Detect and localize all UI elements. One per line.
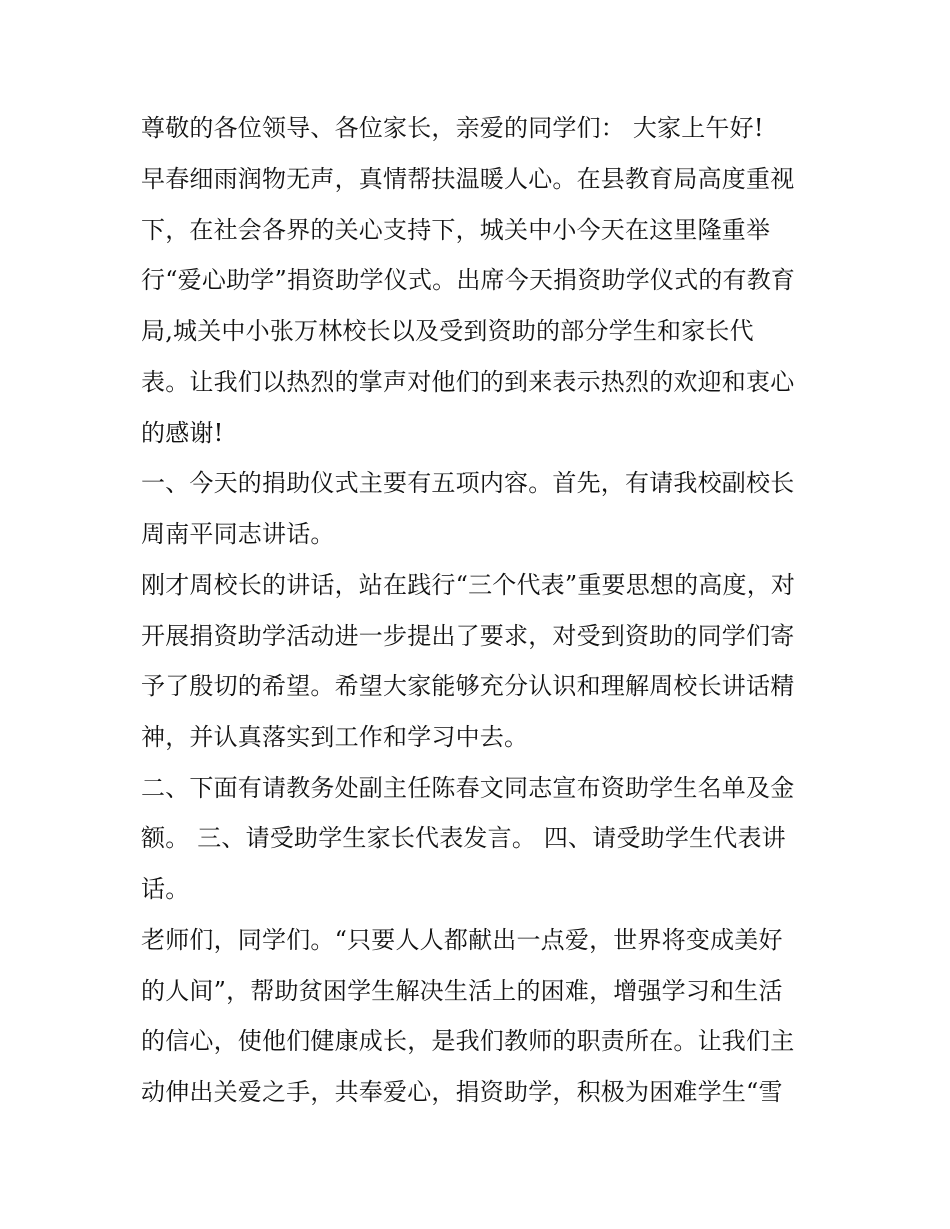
text-line: 的信心，使他们健康成长，是我们教师的职责所在。让我们主 — [141, 1027, 795, 1055]
text-line: 表。让我们以热烈的掌声对他们的到来表示热烈的欢迎和衷心 — [141, 368, 795, 396]
text-line: 老师们，同学们。“只要人人都献出一点爱，世界将变成美好 — [141, 926, 783, 954]
text-line: 刚才周校长的讲话，站在践行“三个代表”重要思想的高度，对 — [141, 571, 796, 599]
text-line: 额。 三、请受助学生家长代表发言。 四、请受助学生代表讲 — [141, 824, 786, 852]
text-line: 下，在社会各界的关心支持下，城关中小今天在这里隆重举 — [141, 216, 771, 244]
text-line: 周南平同志讲话。 — [141, 520, 335, 548]
text-line: 开展捐资助学活动进一步提出了要求，对受到资助的同学们寄 — [141, 622, 795, 650]
text-line: 动伸出关爱之手，共奉爱心，捐资助学，积极为困难学生“雪 — [141, 1078, 783, 1106]
text-line: 神，并认真落实到工作和学习中去。 — [141, 723, 529, 751]
text-line: 话。 — [141, 875, 190, 903]
text-line: 一、今天的捐助仪式主要有五项内容。首先，有请我校副校长 — [141, 469, 795, 497]
text-line: 早春细雨润物无声，真情帮扶温暖人心。在县教育局高度重视 — [141, 165, 795, 193]
text-line: 行“爱心助学”捐资助学仪式。出席今天捐资助学仪式的有教育 — [141, 266, 796, 294]
text-line: 予了殷切的希望。希望大家能够充分认识和理解周校长讲话精 — [141, 672, 795, 700]
text-line: 的感谢! — [141, 419, 224, 447]
text-line: 局,城关中小张万林校长以及受到资助的部分学生和家长代 — [141, 317, 754, 345]
text-line: 尊敬的各位领导、各位家长，亲爱的同学们： 大家上午好! — [141, 114, 764, 142]
text-line: 二、下面有请教务处副主任陈春文同志宣布资助学生名单及金 — [141, 774, 795, 802]
text-line: 的人间”，帮助贫困学生解决生活上的困难，增强学习和生活 — [141, 977, 783, 1005]
